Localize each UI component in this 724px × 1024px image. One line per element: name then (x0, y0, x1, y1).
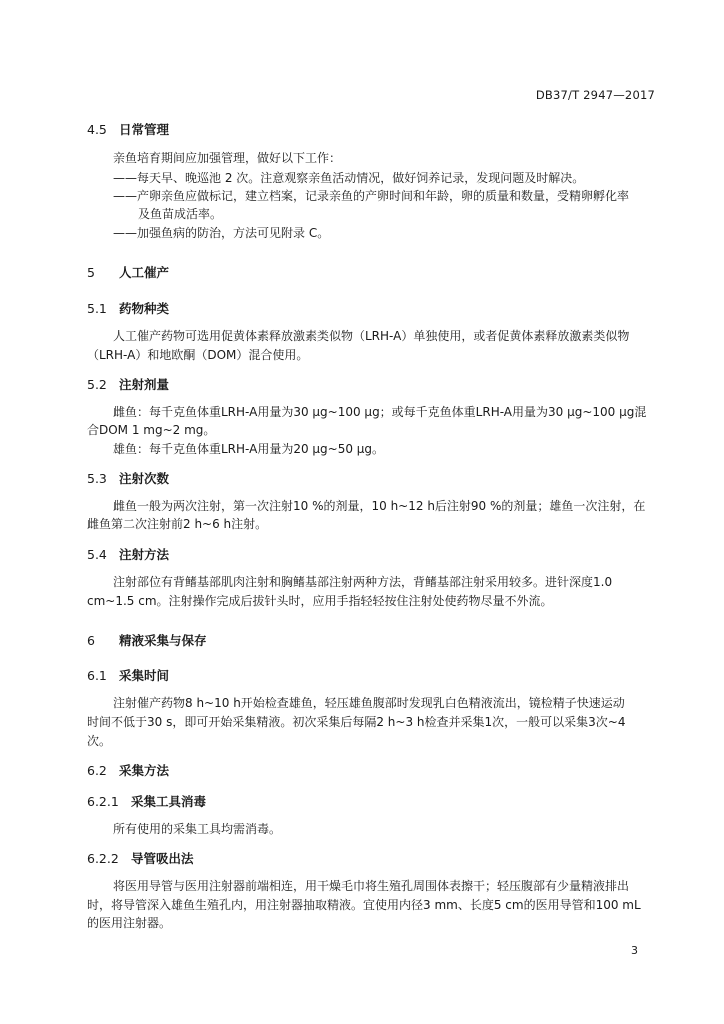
section-title: 药物种类 (119, 301, 170, 316)
section-title: 精液采集与保存 (119, 633, 207, 648)
heading-6-2 (87, 761, 169, 779)
heading-5 (87, 263, 169, 281)
paragraph-line: 雄鱼：每千克鱼体重LRH-A用量为20 μg~50 μg。 (113, 442, 385, 456)
paragraph-line: 合DOM 1 mg~2 mg。 (87, 423, 216, 437)
paragraph-line: 时间不低于30 s，即可开始采集精液。初次采集后每隔2 h~3 h检查并采集1次，一般可以采集3次~4 (87, 715, 626, 729)
document-code: DB37/T 2947—2017 (535, 88, 655, 102)
heading-5-2 (87, 375, 169, 393)
section-number: 4.5 (87, 122, 107, 137)
section-number: 6 (87, 633, 95, 648)
paragraph-line: 时，将导管深入雄鱼生殖孔内，用注射器抽取精液。宜使用内径3 mm、长度5 cm的医用导管和100 mL (87, 898, 641, 912)
section-title: 注射剂量 (119, 377, 170, 392)
list-item: ——加强鱼病的防治，方法可见附录 C。 (113, 226, 330, 240)
paragraph-line: 将医用导管与医用注射器前端相连，用干燥毛巾将生殖孔周围体表擦干；轻压腹部有少量精液排出 (113, 879, 630, 893)
section-number: 5.1 (87, 301, 107, 316)
paragraph: 亲鱼培育期间应加强管理，做好以下工作： (113, 151, 342, 165)
heading-5-4 (87, 545, 169, 563)
list-item: ——产卵亲鱼应做标记，建立档案，记录亲鱼的产卵时间和年龄，卵的质量和数量，受精卵孵化率 (113, 189, 630, 203)
heading-6-2-2 (87, 849, 194, 867)
section-number: 5.3 (87, 471, 107, 486)
list-item-continuation: 及鱼苗成活率。 (138, 207, 223, 221)
section-number: 6.2 (87, 763, 107, 778)
paragraph-line: 人工催产药物可选用促黄体素释放激素类似物（LRH-A）单独使用，或者促黄体素释放激素类似物 (113, 329, 630, 343)
section-title: 人工催产 (119, 265, 170, 280)
section-title: 采集工具消毒 (131, 794, 207, 809)
section-number: 6.2.1 (87, 794, 119, 809)
section-title: 注射次数 (119, 471, 170, 486)
list-item: ——每天早、晚巡池 2 次。注意观察亲鱼活动情况，做好饲养记录，发现问题及时解决。 (113, 171, 585, 185)
paragraph-line: cm~1.5 cm。注射操作完成后拔针头时，应用手指轻轻按住注射处使药物尽量不外流。 (87, 594, 553, 608)
section-title: 采集方法 (119, 763, 170, 778)
paragraph-line: 注射催产药物8 h~10 h开始检查雄鱼，轻压雄鱼腹部时发现乳白色精液流出，镜检精子快速运动 (113, 696, 625, 710)
paragraph-line: 雌鱼一般为两次注射，第一次注射10 %的剂量，10 h~12 h后注射90 %的剂量；雄鱼一次注射，在 (113, 499, 646, 513)
heading-5-3 (87, 469, 169, 487)
paragraph-line: 雌鱼第二次注射前2 h~6 h注射。 (87, 517, 268, 531)
paragraph-line: 次。 (87, 734, 112, 748)
section-title: 日常管理 (119, 122, 170, 137)
paragraph-line: 雌鱼：每千克鱼体重LRH-A用量为30 μg~100 μg；或每千克鱼体重LRH-A用量为30 μg~100 μg混 (113, 405, 647, 419)
paragraph-line: 注射部位有背鳍基部肌肉注射和胸鳍基部注射两种方法，背鳍基部注射采用较多。进针深度1.0 (113, 575, 613, 589)
section-number: 5 (87, 265, 95, 280)
paragraph-line: （LRH-A）和地欧酮（DOM）混合使用。 (87, 348, 309, 362)
section-number: 5.4 (87, 547, 107, 562)
section-number: 5.2 (87, 377, 107, 392)
section-title: 注射方法 (119, 547, 170, 562)
section-title: 采集时间 (119, 668, 170, 683)
section-number: 6.2.2 (87, 851, 119, 866)
heading-6-1 (87, 666, 169, 684)
section-number: 6.1 (87, 668, 107, 683)
heading-6 (87, 631, 207, 649)
paragraph-line: 所有使用的采集工具均需消毒。 (113, 822, 282, 836)
paragraph-line: 的医用注射器。 (87, 916, 172, 930)
section-title: 导管吸出法 (131, 851, 194, 866)
heading-5-1 (87, 299, 169, 317)
heading-4-5 (87, 120, 169, 138)
page-number: 3 (631, 944, 638, 957)
heading-6-2-1 (87, 792, 206, 810)
